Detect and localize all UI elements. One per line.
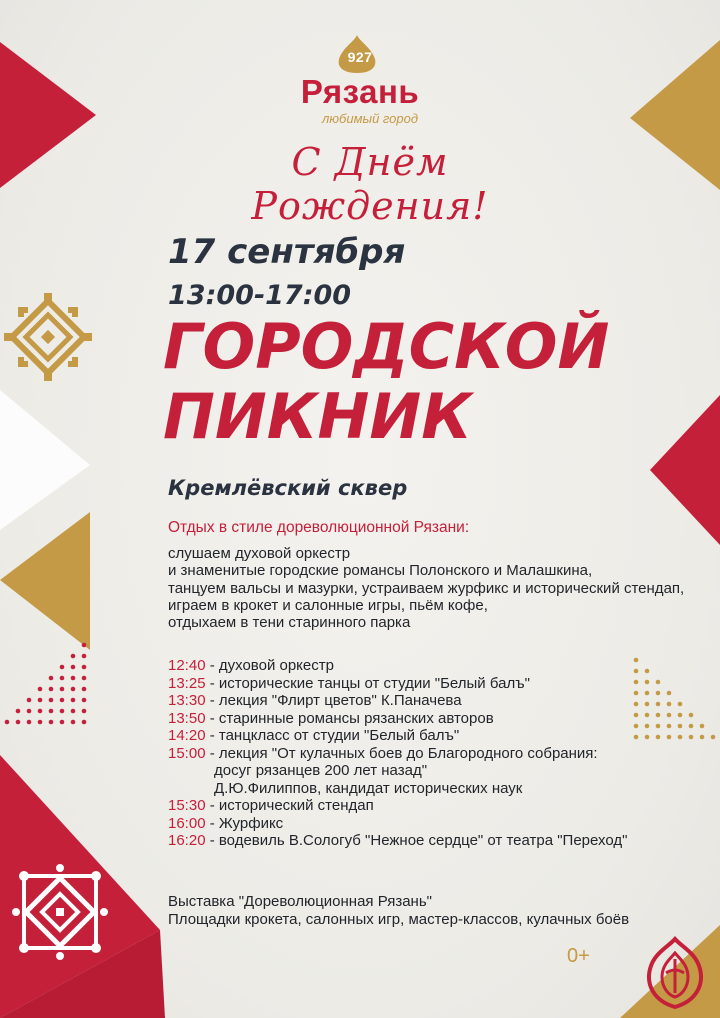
- decor-dot: [645, 724, 650, 729]
- intro-line: играем в крокет и салонные игры, пьём кофе,: [168, 596, 488, 614]
- white-triangle-left: [0, 390, 90, 530]
- decor-dot: [71, 665, 76, 670]
- decor-dot: [656, 724, 661, 729]
- ryazan-crest-icon: [630, 925, 720, 1018]
- schedule-time: 13:30: [168, 692, 206, 709]
- decor-dot: [656, 691, 661, 696]
- decor-dot: [634, 680, 639, 685]
- decor-dot: [634, 713, 639, 718]
- schedule-time: 15:30: [168, 797, 206, 814]
- decor-dot: [38, 709, 43, 714]
- intro-line: слушаем духовой оркестр: [168, 545, 351, 562]
- dot-grid-right: [634, 658, 716, 740]
- intro-line: отдыхаем в тени старинного парка: [168, 614, 411, 632]
- decor-dot: [60, 687, 65, 692]
- decor-dot: [645, 691, 650, 696]
- decor-dot: [49, 720, 54, 725]
- event-title-line-2: ПИКНИК: [163, 380, 472, 453]
- gold-triangle-top-right: [630, 40, 720, 190]
- schedule-text: - старинные романсы рязанских авторов: [205, 709, 494, 727]
- decor-dot: [645, 702, 650, 707]
- decor-dot: [667, 724, 672, 729]
- decor-dot: [667, 735, 672, 740]
- schedule-time: 13:50: [168, 709, 206, 727]
- decor-dot: [71, 698, 76, 703]
- decor-dot: [711, 735, 716, 740]
- schedule-text: - лекция "От кулачных боев до Благородного собрания:: [205, 744, 598, 762]
- decor-dot: [689, 724, 694, 729]
- decor-dot: [27, 698, 32, 703]
- decor-dot: [71, 709, 76, 714]
- decor-dot: [656, 735, 661, 740]
- schedule-item: [168, 797, 627, 815]
- decor-dot: [82, 654, 87, 659]
- decor-dot: [634, 735, 639, 740]
- decor-dot: [678, 735, 683, 740]
- decor-dot: [60, 665, 65, 670]
- decor-dot: [656, 680, 661, 685]
- decor-dot: [49, 709, 54, 714]
- event-venue: Кремлёвский сквер: [168, 476, 408, 500]
- decor-dot: [71, 676, 76, 681]
- birthday-greeting: [180, 140, 560, 228]
- decor-dot: [38, 698, 43, 703]
- decor-dot: [82, 720, 87, 725]
- red-triangle-top-left: [0, 42, 96, 188]
- event-time: 13:00-17:00: [168, 280, 352, 311]
- decor-dot: [38, 720, 43, 725]
- schedule-text: - танцкласс от студии "Белый балъ": [205, 727, 460, 744]
- schedule-list: [168, 657, 627, 850]
- intro-line: танцуем вальсы и мазурки, устраиваем журфикс и исторический стендап,: [168, 579, 685, 597]
- decor-dot: [38, 687, 43, 692]
- schedule-text: - исторические танцы от студии "Белый балъ": [205, 674, 530, 692]
- schedule-item: [168, 657, 627, 675]
- decor-dot: [71, 654, 76, 659]
- decor-dot: [645, 680, 650, 685]
- schedule-item: [168, 692, 627, 710]
- schedule-item: [168, 727, 627, 745]
- decor-dot: [645, 735, 650, 740]
- decor-dot: [49, 698, 54, 703]
- decor-dot: [689, 735, 694, 740]
- schedule-item: [168, 675, 627, 693]
- logo-tagline: любимый город: [321, 111, 419, 126]
- decor-dot: [678, 724, 683, 729]
- decor-dot: [678, 713, 683, 718]
- intro-description: [168, 545, 684, 631]
- schedule-text: - водевиль В.Сологуб "Нежное сердце" от театра "Переход": [205, 832, 628, 849]
- decor-dot: [82, 709, 87, 714]
- schedule-text: Д.Ю.Филиппов, кандидат исторических наук: [214, 779, 523, 797]
- schedule-item: [168, 710, 627, 728]
- schedule-time: 15:00: [168, 744, 206, 762]
- schedule-item-continuation: [168, 780, 627, 798]
- schedule-text: - Журфикс: [205, 814, 284, 832]
- decor-dot: [60, 698, 65, 703]
- schedule-item: [168, 832, 627, 850]
- decor-dot: [82, 643, 87, 648]
- decor-dot: [634, 658, 639, 663]
- intro-line: и знаменитые городские романсы Полонского и Малашкина,: [168, 562, 593, 580]
- age-rating: 0+: [567, 945, 590, 967]
- slavic-knot-ornament-icon: [12, 864, 108, 960]
- decor-dot: [5, 720, 10, 725]
- schedule-text: - духовой оркестр: [205, 657, 334, 674]
- decor-dot: [634, 702, 639, 707]
- logo-city-name: Рязань: [300, 73, 420, 110]
- decor-dot: [60, 676, 65, 681]
- decor-dot: [82, 698, 87, 703]
- decor-dot: [27, 720, 32, 725]
- intro-heading: Отдых в стиле дореволюционной Рязани:: [168, 519, 470, 536]
- greeting-text: С Днём Рождения!: [251, 140, 489, 228]
- decor-dot: [71, 687, 76, 692]
- schedule-item: [168, 815, 627, 833]
- decor-dot: [634, 724, 639, 729]
- logo-number: 927: [347, 49, 373, 65]
- event-date: 17 сентября: [168, 232, 406, 272]
- schedule-time: 12:40: [168, 657, 206, 674]
- decor-dot: [678, 702, 683, 707]
- decor-dot: [60, 720, 65, 725]
- decor-dot: [634, 669, 639, 674]
- decor-dot: [667, 691, 672, 696]
- decor-dot: [634, 691, 639, 696]
- schedule-text: - лекция "Флирт цветов" К.Паначева: [205, 692, 462, 709]
- decor-dot: [689, 713, 694, 718]
- decor-dot: [49, 676, 54, 681]
- decor-dot: [16, 720, 21, 725]
- decor-dot: [16, 709, 21, 714]
- decor-dot: [656, 713, 661, 718]
- slavic-rhombus-ornament-icon: [4, 293, 92, 381]
- decor-dot: [700, 735, 705, 740]
- schedule-text: досуг рязанцев 200 лет назад": [214, 762, 428, 779]
- decor-dot: [82, 665, 87, 670]
- decor-dot: [667, 702, 672, 707]
- gold-triangle-left: [0, 512, 90, 650]
- schedule-item: [168, 745, 627, 763]
- footer-activities: Площадки крокета, салонных игр, мастер-классов, кулачных боёв: [168, 911, 630, 928]
- dot-grid-left: [5, 643, 87, 725]
- event-title: [163, 312, 609, 452]
- schedule-time: 13:25: [168, 674, 206, 692]
- footer-exhibition: Выставка "Дореволюционная Рязань": [168, 893, 432, 910]
- decor-dot: [27, 709, 32, 714]
- footer-info: [168, 893, 629, 929]
- decor-dot: [667, 713, 672, 718]
- schedule-item-continuation: [168, 762, 627, 780]
- schedule-time: 16:00: [168, 814, 206, 832]
- decor-dot: [645, 713, 650, 718]
- red-triangle-right: [650, 395, 720, 545]
- decor-dot: [60, 709, 65, 714]
- schedule-text: - исторический стендап: [205, 797, 374, 814]
- decor-dot: [656, 702, 661, 707]
- schedule-time: 16:20: [168, 832, 206, 849]
- decor-dot: [82, 687, 87, 692]
- decor-dot: [82, 676, 87, 681]
- event-title-line-1: ГОРОДСКОЙ: [163, 310, 610, 383]
- schedule-time: 14:20: [168, 727, 206, 744]
- decor-dot: [49, 687, 54, 692]
- decor-dot: [71, 720, 76, 725]
- decor-dot: [700, 724, 705, 729]
- decor-dot: [645, 669, 650, 674]
